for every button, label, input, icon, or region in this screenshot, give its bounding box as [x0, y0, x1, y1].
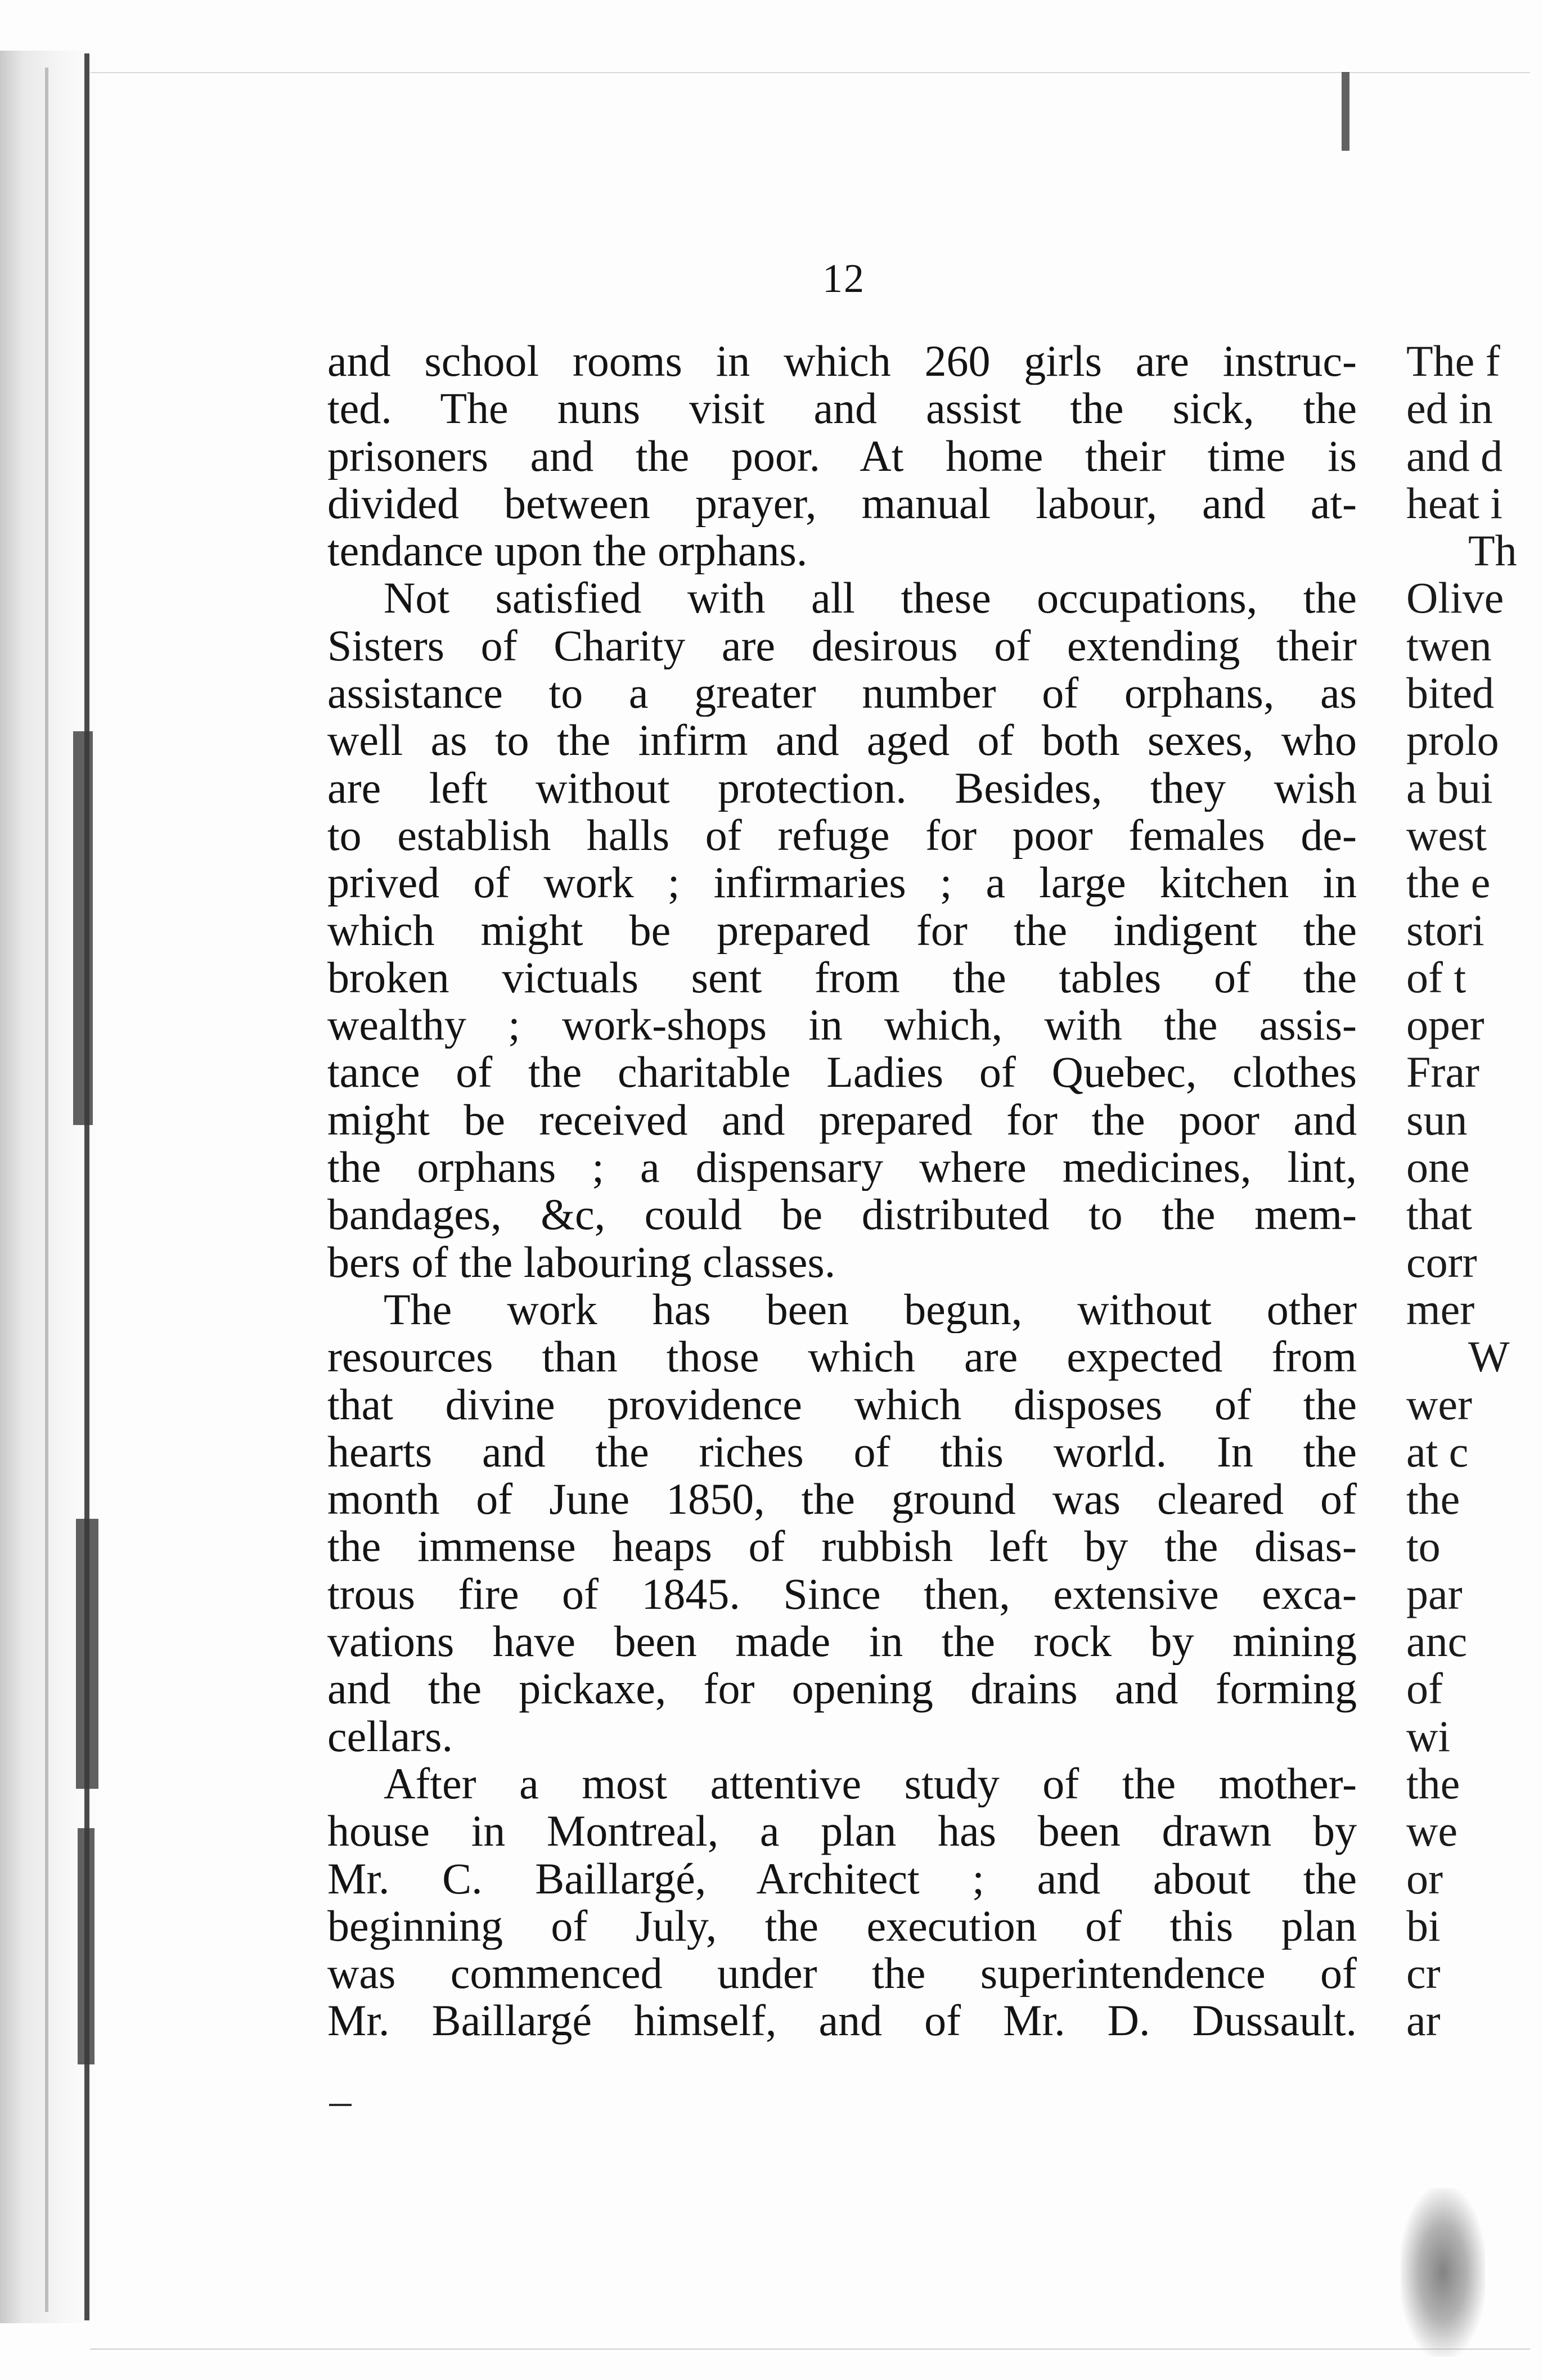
text-line: beginning of July, the execution of this plan — [327, 1902, 1357, 1950]
text-line: wealthy ; work-shops in which, with the assis- — [327, 1001, 1357, 1049]
scan-smudge — [1401, 2188, 1485, 2357]
text-line: cellars. — [327, 1712, 453, 1760]
text-line: house in Montreal, a plan has been drawn by — [327, 1807, 1357, 1855]
facing-page-line: bi — [1406, 1901, 1441, 1950]
facing-page-line: the — [1406, 1758, 1460, 1808]
text-line: and school rooms in which 260 girls are instruc- — [327, 338, 1357, 385]
text-line: The work has been begun, without other — [384, 1285, 1357, 1334]
text-line: prisoners and the poor. At home their time is — [327, 432, 1357, 480]
footer-dash — [329, 2104, 352, 2106]
facing-page-line: Frar — [1406, 1047, 1479, 1097]
facing-page-line: Th — [1468, 526, 1517, 575]
text-line: hearts and the riches of this world. In the — [327, 1428, 1357, 1476]
facing-page-line: the — [1406, 1474, 1460, 1524]
facing-page-line: that — [1406, 1190, 1472, 1239]
facing-page-text — [1406, 338, 1543, 2045]
facing-page-line: prolo — [1406, 716, 1499, 765]
text-line: vations have been made in the rock by mining — [327, 1618, 1357, 1666]
facing-page-line: twen — [1406, 620, 1492, 670]
facing-page-line: to — [1406, 1522, 1441, 1571]
facing-page-line: oper — [1406, 1000, 1484, 1050]
text-line: bers of the labouring classes. — [327, 1238, 836, 1286]
facing-page-line: wi — [1406, 1711, 1450, 1761]
facing-page-line: Olive — [1406, 573, 1504, 623]
facing-page-line: one — [1406, 1142, 1470, 1192]
text-line: ted. The nuns visit and assist the sick, the — [327, 385, 1357, 433]
text-line: the orphans ; a dispensary where medicines, lint, — [327, 1144, 1357, 1191]
text-line: might be received and prepared for the poor and — [327, 1096, 1357, 1144]
scan-artifact — [1342, 72, 1349, 151]
text-line: After a most attentive study of the mother- — [384, 1760, 1357, 1808]
text-line: Mr. C. Baillargé, Architect ; and about the — [327, 1855, 1357, 1902]
facing-page-line: ed in — [1406, 384, 1493, 433]
facing-page-line: heat i — [1406, 478, 1503, 528]
facing-page-line: of — [1406, 1664, 1443, 1713]
text-line: and the pickaxe, for opening drains and forming — [327, 1665, 1357, 1713]
facing-page-line: stori — [1406, 905, 1484, 955]
body-text — [327, 338, 1357, 2045]
facing-page-line: the e — [1406, 858, 1491, 907]
page-number: 12 — [822, 256, 865, 301]
text-line: broken victuals sent from the tables of the — [327, 953, 1357, 1002]
text-line: that divine providence which disposes of the — [327, 1380, 1357, 1428]
facing-page-line: The f — [1406, 338, 1500, 385]
facing-page-line: we — [1406, 1806, 1457, 1856]
text-line: tendance upon the orphans. — [327, 527, 808, 575]
text-line: Mr. Baillargé himself, and of Mr. D. Dussault. — [327, 1997, 1357, 2045]
text-line: tance of the charitable Ladies of Quebec, clothes — [327, 1049, 1357, 1096]
facing-page-line: west — [1406, 810, 1487, 860]
facing-page-line: wer — [1406, 1379, 1472, 1429]
text-line: divided between prayer, manual labour, and at- — [327, 479, 1357, 528]
facing-page-line: a bui — [1406, 763, 1493, 812]
text-line: was commenced under the superintendence of — [327, 1950, 1357, 1997]
text-line: trous fire of 1845. Since then, extensive exca- — [327, 1570, 1357, 1618]
facing-page-line: bited — [1406, 668, 1494, 718]
facing-page-line: and d — [1406, 431, 1503, 480]
page-bottom-edge — [90, 2348, 1530, 2350]
text-line: bandages, &c, could be distributed to the mem- — [327, 1191, 1357, 1239]
text-line: to establish halls of refuge for poor females de- — [327, 811, 1357, 860]
text-line: Sisters of Charity are desirous of extending their — [327, 622, 1357, 670]
facing-page-line: ar — [1406, 1996, 1441, 2045]
text-line: well as to the infirm and aged of both sexes, who — [327, 717, 1357, 764]
facing-page-line: cr — [1406, 1949, 1441, 1998]
text-line: Not satisfied with all these occupations, the — [384, 574, 1357, 622]
facing-page-line: W — [1468, 1332, 1510, 1382]
text-line: resources than those which are expected from — [327, 1333, 1357, 1381]
text-line: the immense heaps of rubbish left by the disas- — [327, 1523, 1357, 1571]
text-line: which might be prepared for the indigent the — [327, 906, 1357, 954]
text-line: assistance to a greater number of orphans, as — [327, 669, 1357, 717]
text-line: are left without protection. Besides, they wish — [327, 764, 1357, 812]
facing-page-line: sun — [1406, 1095, 1468, 1144]
facing-page-line: corr — [1406, 1237, 1477, 1286]
facing-page-line: at c — [1406, 1427, 1469, 1476]
page-gutter-line — [45, 68, 48, 2312]
scan-artifact — [78, 1828, 95, 2064]
page-top-edge — [90, 72, 1530, 73]
facing-page-line: of t — [1406, 952, 1466, 1002]
facing-page-line: or — [1406, 1853, 1443, 1903]
scan-artifact — [73, 731, 93, 1125]
facing-page-line: anc — [1406, 1617, 1468, 1666]
text-line: prived of work ; infirmaries ; a large kitchen in — [327, 859, 1357, 907]
facing-page-line: par — [1406, 1569, 1463, 1618]
facing-page-line: mer — [1406, 1284, 1475, 1334]
scan-artifact — [76, 1519, 98, 1789]
text-line: month of June 1850, the ground was cleared of — [327, 1475, 1357, 1523]
